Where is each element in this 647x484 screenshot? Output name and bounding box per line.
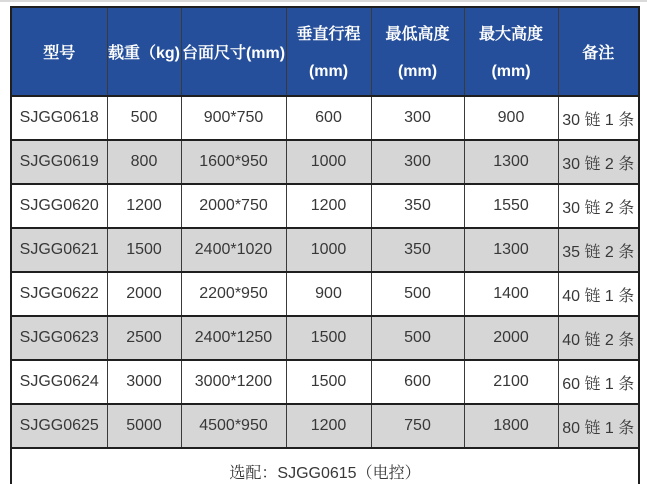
cell-model: SJGG0621 [11, 228, 107, 272]
cell-platform-size: 1600*950 [181, 140, 286, 184]
col-header-unit: (mm) [491, 63, 531, 80]
cell-remark: 40 链 1 条 [558, 272, 639, 316]
cell-vertical-travel: 600 [286, 96, 371, 140]
cell-vertical-travel: 1500 [286, 360, 371, 404]
cell-max-height: 1300 [464, 140, 558, 184]
cell-load: 500 [107, 96, 181, 140]
col-header-label: 最大高度 [478, 26, 543, 43]
cell-remark: 40 链 2 条 [558, 316, 639, 360]
cell-min-height: 500 [371, 316, 464, 360]
cell-max-height: 2000 [464, 316, 558, 360]
table-footer [11, 448, 639, 484]
table-row [11, 228, 639, 272]
cell-model: SJGG0623 [11, 316, 107, 360]
cell-vertical-travel: 1000 [286, 140, 371, 184]
col-header-vertical-travel [286, 7, 371, 96]
cell-max-height: 1550 [464, 184, 558, 228]
cell-min-height: 750 [371, 404, 464, 448]
cell-vertical-travel: 1500 [286, 316, 371, 360]
col-header-remark [558, 7, 639, 96]
footer-note: 选配：SJGG0615（电控） [11, 448, 639, 484]
cell-vertical-travel: 1000 [286, 228, 371, 272]
cell-model: SJGG0624 [11, 360, 107, 404]
table-row [11, 404, 639, 448]
cell-remark: 30 链 2 条 [558, 184, 639, 228]
cell-platform-size: 900*750 [181, 96, 286, 140]
cell-remark: 60 链 1 条 [558, 360, 639, 404]
top-divider [0, 0, 647, 2]
cell-platform-size: 2400*1250 [181, 316, 286, 360]
cell-load: 800 [107, 140, 181, 184]
cell-remark: 30 链 2 条 [558, 140, 639, 184]
cell-load: 2500 [107, 316, 181, 360]
col-header-label: 载重（kg) [107, 45, 180, 62]
cell-min-height: 350 [371, 184, 464, 228]
cell-load: 2000 [107, 272, 181, 316]
cell-min-height: 350 [371, 228, 464, 272]
cell-load: 5000 [107, 404, 181, 448]
col-header-label: 台面尺寸(mm) [181, 45, 286, 62]
cell-remark: 80 链 1 条 [558, 404, 639, 448]
cell-vertical-travel: 1200 [286, 184, 371, 228]
cell-model: SJGG0620 [11, 184, 107, 228]
table-body [11, 96, 639, 448]
table-row [11, 360, 639, 404]
col-header-platform-size [181, 7, 286, 96]
cell-model: SJGG0622 [11, 272, 107, 316]
cell-max-height: 1800 [464, 404, 558, 448]
cell-model: SJGG0618 [11, 96, 107, 140]
cell-min-height: 300 [371, 140, 464, 184]
col-header-unit: (mm) [397, 63, 438, 80]
footer-row [11, 448, 639, 484]
col-header-model [11, 7, 107, 96]
cell-load: 1200 [107, 184, 181, 228]
col-header-max-height [464, 7, 558, 96]
cell-max-height: 1300 [464, 228, 558, 272]
cell-vertical-travel: 1200 [286, 404, 371, 448]
col-header-label: 备注 [582, 45, 615, 62]
cell-vertical-travel: 900 [286, 272, 371, 316]
cell-min-height: 600 [371, 360, 464, 404]
cell-remark: 30 链 1 条 [558, 96, 639, 140]
cell-platform-size: 2400*1020 [181, 228, 286, 272]
cell-load: 3000 [107, 360, 181, 404]
table-header [11, 7, 639, 96]
cell-min-height: 300 [371, 96, 464, 140]
cell-platform-size: 3000*1200 [181, 360, 286, 404]
col-header-label: 垂直行程 [296, 26, 361, 43]
table-row [11, 272, 639, 316]
col-header-min-height [371, 7, 464, 96]
cell-max-height: 1400 [464, 272, 558, 316]
cell-model: SJGG0619 [11, 140, 107, 184]
cell-platform-size: 2000*750 [181, 184, 286, 228]
header-row [11, 7, 639, 96]
table-row [11, 140, 639, 184]
cell-max-height: 2100 [464, 360, 558, 404]
cell-remark: 35 链 2 条 [558, 228, 639, 272]
cell-platform-size: 4500*950 [181, 404, 286, 448]
cell-max-height: 900 [464, 96, 558, 140]
col-header-load [107, 7, 181, 96]
cell-platform-size: 2200*950 [181, 272, 286, 316]
table-row [11, 96, 639, 140]
col-header-unit: (mm) [308, 63, 349, 80]
table-row [11, 316, 639, 360]
spec-table [10, 6, 640, 484]
cell-model: SJGG0625 [11, 404, 107, 448]
col-header-label: 型号 [43, 45, 76, 62]
cell-min-height: 500 [371, 272, 464, 316]
col-header-label: 最低高度 [385, 26, 450, 43]
table-row [11, 184, 639, 228]
cell-load: 1500 [107, 228, 181, 272]
